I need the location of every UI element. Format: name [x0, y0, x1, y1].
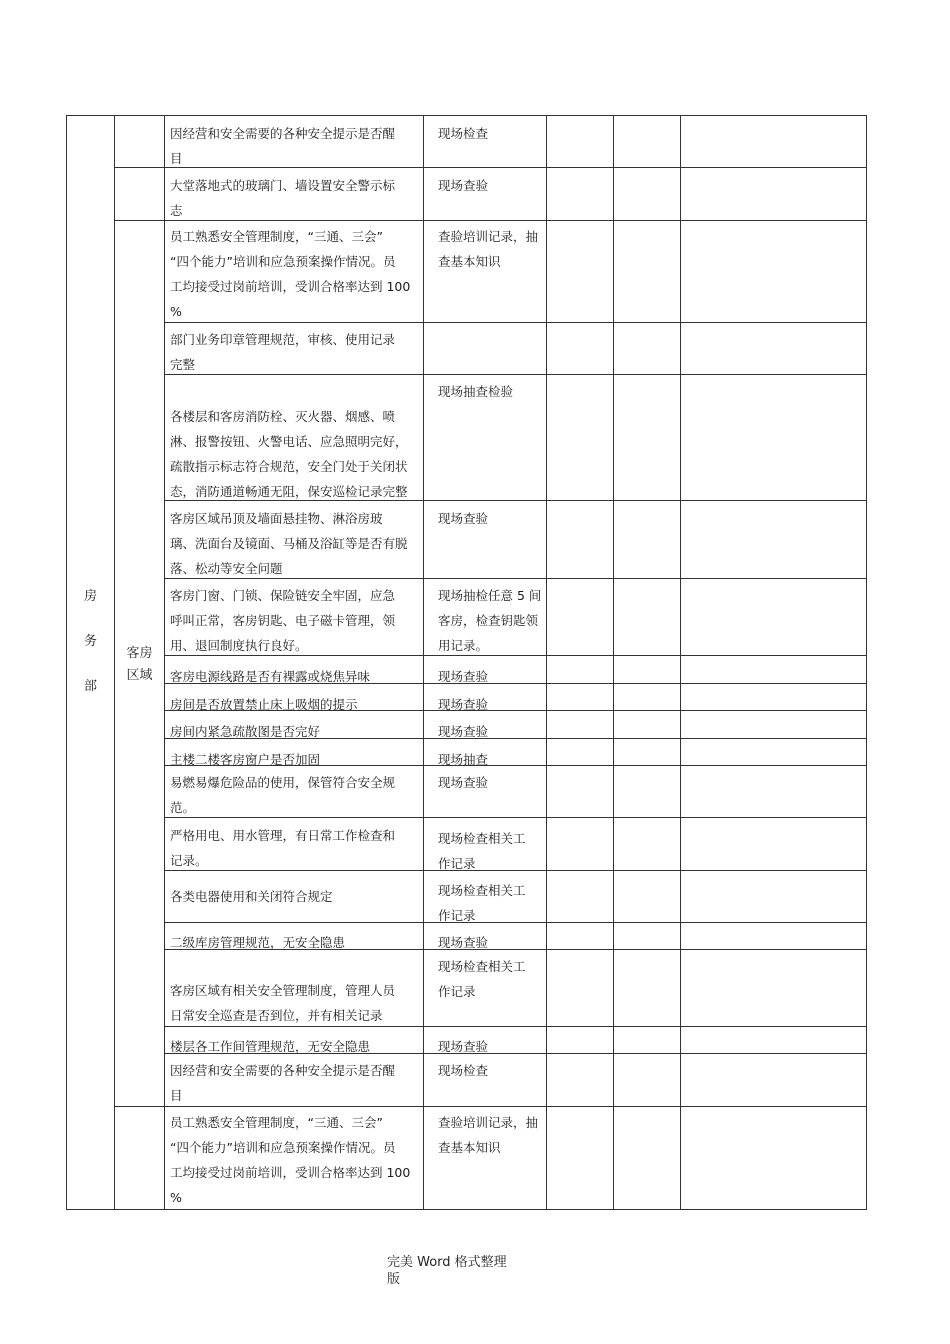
method-cell: 查验培训记录，抽 查基本知识 [438, 1115, 539, 1155]
method-cell: 现场查验 [438, 935, 489, 950]
item-cell: 员工熟悉安全管理制度，“三通、三会” “四个能力”培训和应急预案操作情况。员 工均接受过岗前培训，受训合格率达到 100 % [170, 1115, 411, 1205]
table-right-border [866, 115, 867, 1210]
column-divider [423, 115, 424, 1210]
method-cell: 现场查验 [438, 697, 489, 712]
page-footer: 完美 Word 格式整理 版 [387, 1255, 507, 1287]
column-divider [164, 115, 165, 1210]
item-cell: 客房区域吊顶及墙面悬挂物、淋浴房玻 璃、洗面台及镜面、马桶及浴缸等是否有脱 落、松动等安全问题 [170, 511, 408, 576]
method-cell: 现场查验 [438, 724, 489, 739]
item-cell: 房间是否放置禁止床上吸烟的提示 [170, 697, 358, 712]
item-cell: 客房门窗、门锁、保险链安全牢固，应急 呼叫正常，客房钥匙、电子磁卡管理，领 用、退回制度执行良好。 [170, 588, 396, 653]
item-cell: 因经营和安全需要的各种安全提示是否醒 目 [170, 1063, 396, 1103]
item-cell: 员工熟悉安全管理制度，“三通、三会” “四个能力”培训和应急预案操作情况。员 工均接受过岗前培训，受训合格率达到 100 % [170, 229, 411, 319]
method-cell: 现场抽查 [438, 752, 489, 767]
item-cell: 各类电器使用和关闭符合规定 [170, 889, 333, 904]
method-cell: 现场检查相关工 作记录 [438, 883, 526, 923]
item-cell: 易燃易爆危险品的使用，保管符合安全规 范。 [170, 775, 396, 815]
column-divider [546, 115, 547, 1210]
item-cell: 主楼二楼客房窗户是否加固 [170, 752, 321, 767]
item-cell: 楼层各工作间管理规范，无安全隐患 [170, 1039, 371, 1054]
method-cell: 现场检查相关工 作记录 [438, 959, 526, 999]
method-cell: 现场查验 [438, 775, 489, 790]
item-cell: 大堂落地式的玻璃门、墙设置安全警示标 志 [170, 178, 396, 218]
item-cell: 部门业务印章管理规范，审核、使用记录 完整 [170, 332, 396, 372]
item-cell: 二级库房管理规范，无安全隐患 [170, 935, 346, 950]
method-cell: 现场检查相关工 作记录 [438, 831, 526, 871]
item-cell: 客房区域有相关安全管理制度，管理人员 日常安全巡查是否到位，并有相关记录 [170, 983, 396, 1023]
method-cell: 现场查验 [438, 669, 489, 684]
item-cell: 严格用电、用水管理，有日常工作检查和 记录。 [170, 828, 396, 868]
area-cell: 客房 区域 [126, 646, 153, 683]
method-cell: 现场抽检任意 5 间 客房，检查钥匙领 用记录。 [438, 588, 542, 653]
column-divider [613, 115, 614, 1210]
column-divider [680, 115, 681, 1210]
table-top-border [66, 115, 867, 116]
method-cell: 现场检查 [438, 126, 489, 141]
item-cell: 客房电源线路是否有裸露或烧焦异味 [170, 669, 371, 684]
item-cell: 房间内紧急疏散图是否完好 [170, 724, 321, 739]
item-cell: 因经营和安全需要的各种安全提示是否醒 目 [170, 126, 396, 166]
method-cell: 查验培训记录，抽 查基本知识 [438, 229, 539, 269]
method-cell: 现场抽查检验 [438, 384, 514, 399]
method-cell: 现场查验 [438, 1039, 489, 1054]
method-cell: 现场查验 [438, 178, 489, 193]
item-cell: 各楼层和客房消防栓、灭火器、烟感、喷 淋、报警按钮、火警电话、应急照明完好， 疏散指示标志符合规范，安全门处于关闭状 态，消防通道畅通无阻，保安巡检记录完整 [170, 409, 408, 499]
method-cell: 现场检查 [438, 1063, 489, 1078]
department-cell: 房 务 部 [83, 589, 97, 694]
method-cell: 现场查验 [438, 511, 489, 526]
